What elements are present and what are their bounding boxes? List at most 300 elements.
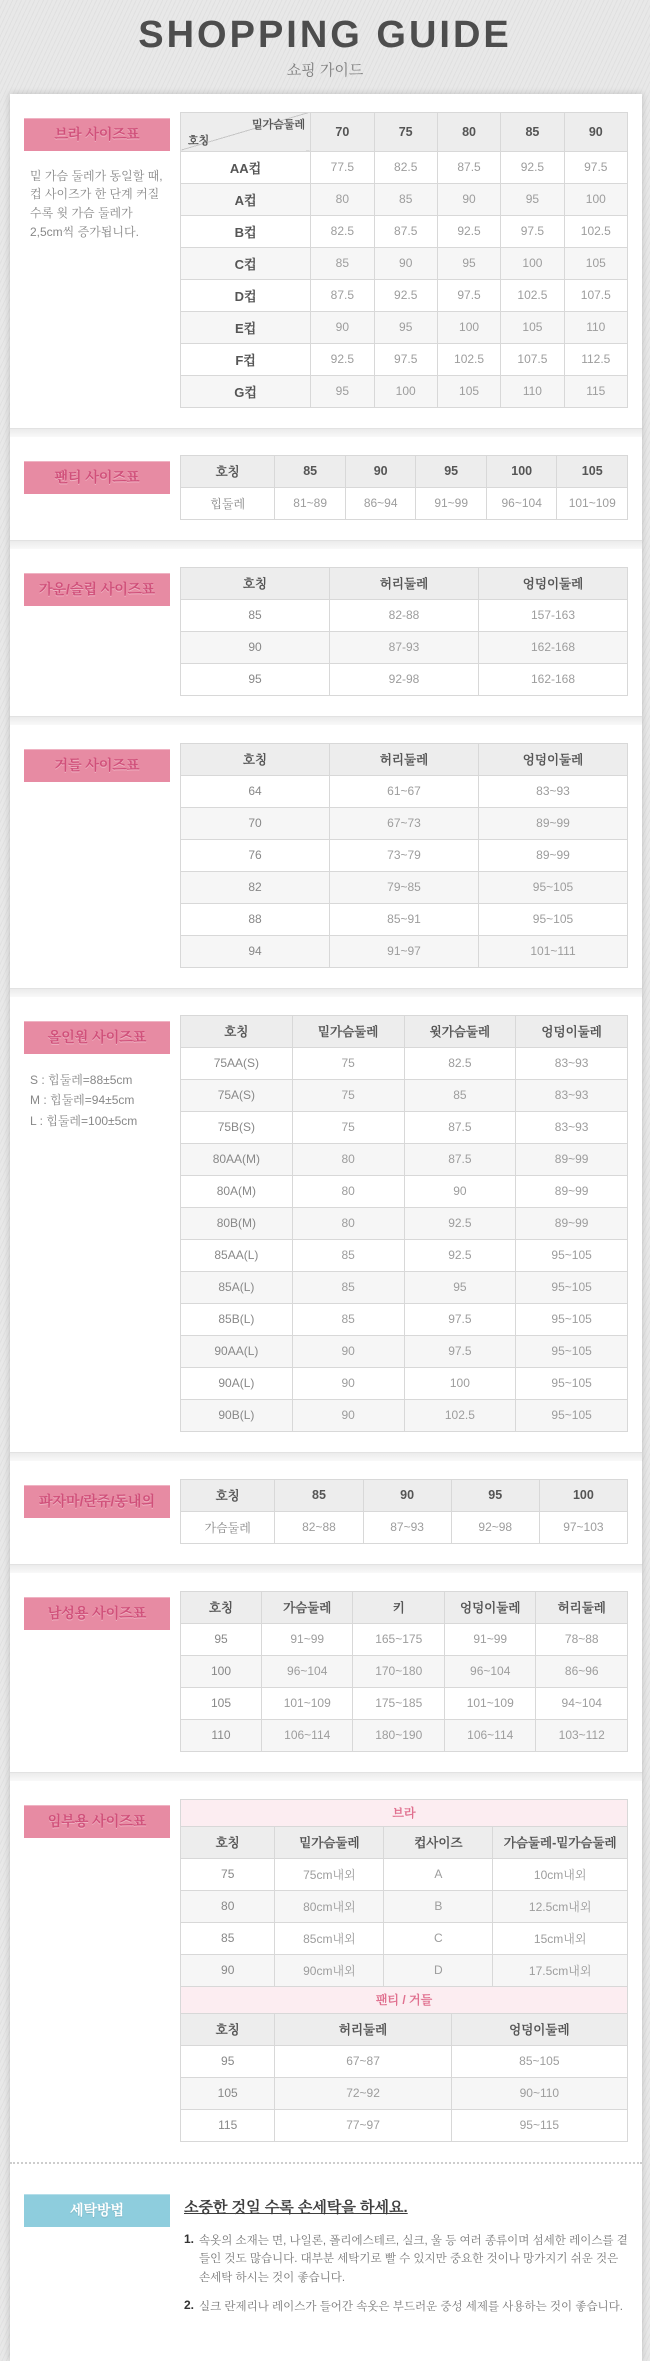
- value-cell: 102.5: [437, 343, 500, 375]
- value-cell: 90: [404, 1175, 516, 1207]
- table-row: [181, 1335, 628, 1367]
- row-header-cell: 64: [181, 775, 330, 807]
- section-label-allinone: 올인원 사이즈표: [24, 1021, 170, 1054]
- value-cell: 85~91: [330, 903, 479, 935]
- value-cell: C: [384, 1922, 493, 1954]
- value-cell: 86~94: [345, 487, 416, 519]
- column-header: 90: [564, 112, 627, 151]
- value-cell: 97.5: [404, 1335, 516, 1367]
- column-header: 100: [539, 1479, 627, 1511]
- value-cell: 82-88: [330, 599, 479, 631]
- row-header-cell: D컵: [181, 279, 311, 311]
- value-cell: 157-163: [479, 599, 628, 631]
- table-row: [181, 1367, 628, 1399]
- girdle-table-wrap: [180, 743, 628, 968]
- row-header-cell: 100: [181, 1655, 262, 1687]
- value-cell: 75: [292, 1111, 404, 1143]
- value-cell: 97.5: [374, 343, 437, 375]
- value-cell: 90: [292, 1399, 404, 1431]
- value-cell: 83~93: [479, 775, 628, 807]
- row-header-cell: 76: [181, 839, 330, 871]
- table-header-row: [181, 112, 628, 151]
- value-cell: 89~99: [516, 1207, 628, 1239]
- value-cell: 175~185: [353, 1687, 445, 1719]
- mens-table-wrap: [180, 1591, 628, 1752]
- section-gown: [10, 549, 642, 716]
- section-washing-side: [24, 2188, 170, 2328]
- table-row: [181, 935, 628, 967]
- value-cell: 107.5: [564, 279, 627, 311]
- table-header-row: [181, 1591, 628, 1623]
- value-cell: 92.5: [404, 1239, 516, 1271]
- table-header-row: [181, 1015, 628, 1047]
- value-cell: 105: [437, 375, 500, 407]
- row-header-cell: 105: [181, 1687, 262, 1719]
- table-row: [181, 151, 628, 183]
- allinone-note-l: L : 힙둘레=100±5cm: [30, 1113, 138, 1128]
- value-cell: 95~105: [516, 1239, 628, 1271]
- value-cell: 97.5: [404, 1303, 516, 1335]
- value-cell: 80: [292, 1175, 404, 1207]
- page-subtitle: 쇼핑 가이드: [286, 61, 364, 79]
- row-header-cell: 80A(M): [181, 1175, 293, 1207]
- table-row: [181, 807, 628, 839]
- value-cell: 95~105: [479, 871, 628, 903]
- column-header: 75: [374, 112, 437, 151]
- value-cell: 80: [292, 1143, 404, 1175]
- value-cell: 102.5: [404, 1399, 516, 1431]
- value-cell: 85cm내외: [275, 1922, 384, 1954]
- column-header: 90: [363, 1479, 451, 1511]
- value-cell: 96~104: [444, 1655, 536, 1687]
- section-label-washing: 세탁방법: [24, 2194, 170, 2227]
- column-header: 엉덩이둘레: [444, 1591, 536, 1623]
- column-header: 컵사이즈: [384, 1826, 493, 1858]
- value-cell: 90: [374, 247, 437, 279]
- value-cell: 82~88: [275, 1511, 363, 1543]
- value-cell: 101~109: [261, 1687, 353, 1719]
- table-row: [181, 2077, 628, 2109]
- column-header: 호칭: [181, 1015, 293, 1047]
- value-cell: 91~99: [261, 1623, 353, 1655]
- value-cell: 100: [374, 375, 437, 407]
- value-cell: 87-93: [330, 631, 479, 663]
- row-header-cell: 82: [181, 871, 330, 903]
- value-cell: 15cm내외: [493, 1922, 628, 1954]
- value-cell: 12.5cm내외: [493, 1890, 628, 1922]
- column-header: 90: [345, 455, 416, 487]
- value-cell: 79~85: [330, 871, 479, 903]
- column-header: 허리둘레: [330, 743, 479, 775]
- table-row: [181, 1239, 628, 1271]
- column-header: 키: [353, 1591, 445, 1623]
- column-header: 호칭: [181, 1826, 275, 1858]
- panty-table-wrap: [180, 455, 628, 520]
- value-cell: 100: [501, 247, 564, 279]
- value-cell: 96~104: [261, 1655, 353, 1687]
- value-cell: 165~175: [353, 1623, 445, 1655]
- section-girdle: [10, 725, 642, 988]
- section-divider: [10, 716, 642, 725]
- row-header-cell: 75B(S): [181, 1111, 293, 1143]
- row-header-cell: 85A(L): [181, 1271, 293, 1303]
- value-cell: 85: [311, 247, 374, 279]
- washing-title: 소중한 것일 수록 손세탁을 하세요.: [184, 2198, 408, 2216]
- value-cell: 91~97: [330, 935, 479, 967]
- table-header-row: [181, 2013, 628, 2045]
- table-row: [181, 839, 628, 871]
- value-cell: D: [384, 1954, 493, 1986]
- value-cell: 85: [292, 1239, 404, 1271]
- column-header: 호칭: [181, 455, 275, 487]
- table-row: [181, 599, 628, 631]
- column-header: 85: [501, 112, 564, 151]
- maternity-table-wrap: [180, 1799, 628, 2142]
- value-cell: 82.5: [311, 215, 374, 247]
- row-header-cell: F컵: [181, 343, 311, 375]
- value-cell: 101~109: [444, 1687, 536, 1719]
- row-header-cell: 70: [181, 807, 330, 839]
- value-cell: 75: [292, 1079, 404, 1111]
- section-panty: [10, 437, 642, 540]
- table-row: [181, 775, 628, 807]
- section-washing: [10, 2164, 642, 2361]
- section-divider: [10, 428, 642, 437]
- value-cell: 110: [501, 375, 564, 407]
- value-cell: 180~190: [353, 1719, 445, 1751]
- value-cell: 95: [404, 1271, 516, 1303]
- table-row: [181, 1111, 628, 1143]
- allinone-table-wrap: [180, 1015, 628, 1432]
- section-maternity: [10, 1781, 642, 2162]
- value-cell: 67~87: [275, 2045, 451, 2077]
- value-cell: 162-168: [479, 631, 628, 663]
- table-row: [181, 2045, 628, 2077]
- table-row: [181, 1143, 628, 1175]
- value-cell: 95: [501, 183, 564, 215]
- value-cell: 92.5: [311, 343, 374, 375]
- mens-size-table: [180, 1591, 628, 1752]
- pajama-size-table: [180, 1479, 628, 1544]
- value-cell: 106~114: [444, 1719, 536, 1751]
- value-cell: 95~105: [516, 1335, 628, 1367]
- row-header-cell: 가슴둘레: [181, 1511, 275, 1543]
- table-row: [181, 279, 628, 311]
- row-header-cell: G컵: [181, 375, 311, 407]
- value-cell: 105: [564, 247, 627, 279]
- value-cell: 77.5: [311, 151, 374, 183]
- row-header-cell: 95: [181, 2045, 275, 2077]
- value-cell: 82.5: [374, 151, 437, 183]
- corner-header-cell: [181, 112, 311, 151]
- column-header: 허리둘레: [330, 567, 479, 599]
- column-header: 호칭: [181, 1479, 275, 1511]
- section-divider: [10, 1772, 642, 1781]
- value-cell: 110: [564, 311, 627, 343]
- table-row: [181, 1511, 628, 1543]
- value-cell: 91~99: [444, 1623, 536, 1655]
- row-header-cell: 75A(S): [181, 1079, 293, 1111]
- column-header: 70: [311, 112, 374, 151]
- value-cell: 80cm내외: [275, 1890, 384, 1922]
- row-header-cell: B컵: [181, 215, 311, 247]
- value-cell: 105: [501, 311, 564, 343]
- section-label-girdle: 거들 사이즈표: [24, 749, 170, 782]
- row-header-cell: 80: [181, 1890, 275, 1922]
- row-header-cell: 85: [181, 599, 330, 631]
- column-header: 가슴둘레: [261, 1591, 353, 1623]
- value-cell: 85: [374, 183, 437, 215]
- table-row: [181, 1719, 628, 1751]
- column-header: 85: [275, 1479, 363, 1511]
- value-cell: 89~99: [479, 839, 628, 871]
- row-header-cell: E컵: [181, 311, 311, 343]
- row-header-cell: 90A(L): [181, 1367, 293, 1399]
- table-row: [181, 1655, 628, 1687]
- washing-item-number: 2.: [184, 2298, 195, 2313]
- section-divider: [10, 1452, 642, 1461]
- section-label-bra: 브라 사이즈표: [24, 118, 170, 151]
- row-header-cell: AA컵: [181, 151, 311, 183]
- value-cell: 80: [311, 183, 374, 215]
- value-cell: 95~105: [516, 1271, 628, 1303]
- allinone-note-m: M : 힙둘레=94±5cm: [30, 1093, 135, 1108]
- column-header: 호칭: [181, 567, 330, 599]
- value-cell: 83~93: [516, 1079, 628, 1111]
- value-cell: 90: [437, 183, 500, 215]
- value-cell: 67~73: [330, 807, 479, 839]
- column-header: 호칭: [181, 2013, 275, 2045]
- value-cell: 112.5: [564, 343, 627, 375]
- row-header-cell: A컵: [181, 183, 311, 215]
- table-row: [181, 1623, 628, 1655]
- column-header: 허리둘레: [536, 1591, 628, 1623]
- section-allinone-side: [24, 1015, 170, 1432]
- maternity-panty-table: [180, 2013, 628, 2142]
- value-cell: 170~180: [353, 1655, 445, 1687]
- value-cell: 106~114: [261, 1719, 353, 1751]
- maternity-bra-subheader: 브라: [180, 1799, 628, 1826]
- row-header-cell: 88: [181, 903, 330, 935]
- value-cell: 89~99: [479, 807, 628, 839]
- row-header-cell: 95: [181, 1623, 262, 1655]
- table-row: [181, 1303, 628, 1335]
- table-row: [181, 311, 628, 343]
- value-cell: 17.5cm내외: [493, 1954, 628, 1986]
- row-header-cell: 85: [181, 1922, 275, 1954]
- pajama-table-wrap: [180, 1479, 628, 1544]
- content-panel: [10, 94, 642, 2361]
- allinone-notes: [30, 1070, 170, 1131]
- column-header: 호칭: [181, 743, 330, 775]
- value-cell: 87.5: [404, 1111, 516, 1143]
- value-cell: 85: [292, 1303, 404, 1335]
- value-cell: 102.5: [501, 279, 564, 311]
- column-header: 윗가슴둘레: [404, 1015, 516, 1047]
- table-row: [181, 1399, 628, 1431]
- row-header-cell: 85AA(L): [181, 1239, 293, 1271]
- row-header-cell: 80B(M): [181, 1207, 293, 1239]
- value-cell: 95~105: [516, 1399, 628, 1431]
- table-row: [181, 1175, 628, 1207]
- value-cell: 162-168: [479, 663, 628, 695]
- washing-item: [184, 2232, 628, 2287]
- row-header-cell: 힙둘레: [181, 487, 275, 519]
- value-cell: 87.5: [404, 1143, 516, 1175]
- table-header-row: [181, 1479, 628, 1511]
- column-header: 100: [486, 455, 557, 487]
- allinone-size-table: [180, 1015, 628, 1432]
- section-bra-side: [24, 112, 170, 408]
- value-cell: 95: [374, 311, 437, 343]
- section-divider: [10, 1564, 642, 1573]
- value-cell: 92~98: [451, 1511, 539, 1543]
- value-cell: 90: [311, 311, 374, 343]
- value-cell: 83~93: [516, 1111, 628, 1143]
- column-header: 밑가슴둘레: [292, 1015, 404, 1047]
- section-panty-side: [24, 455, 170, 520]
- table-row: [181, 487, 628, 519]
- value-cell: 95~105: [516, 1303, 628, 1335]
- table-row: [181, 1687, 628, 1719]
- table-row: [181, 663, 628, 695]
- column-header: 105: [557, 455, 628, 487]
- value-cell: 102.5: [564, 215, 627, 247]
- column-header: 허리둘레: [275, 2013, 451, 2045]
- table-header-row: [181, 1826, 628, 1858]
- row-header-cell: C컵: [181, 247, 311, 279]
- table-row: [181, 1079, 628, 1111]
- washing-content: [184, 2188, 628, 2328]
- section-divider: [10, 540, 642, 549]
- value-cell: 78~88: [536, 1623, 628, 1655]
- row-header-cell: 80AA(M): [181, 1143, 293, 1175]
- table-row: [181, 871, 628, 903]
- value-cell: 95~115: [451, 2109, 627, 2141]
- value-cell: 100: [437, 311, 500, 343]
- row-header-cell: 90AA(L): [181, 1335, 293, 1367]
- page-title: SHOPPING GUIDE: [138, 14, 512, 56]
- table-row: [181, 375, 628, 407]
- value-cell: 95: [437, 247, 500, 279]
- value-cell: 89~99: [516, 1175, 628, 1207]
- value-cell: 91~99: [416, 487, 487, 519]
- section-maternity-side: [24, 1799, 170, 2142]
- row-header-cell: 115: [181, 2109, 275, 2141]
- value-cell: 83~93: [516, 1047, 628, 1079]
- table-row: [181, 247, 628, 279]
- column-header: 호칭: [181, 1591, 262, 1623]
- value-cell: 75: [292, 1047, 404, 1079]
- corner-bottom-label: 호칭: [188, 134, 210, 147]
- table-row: [181, 1922, 628, 1954]
- table-header-row: [181, 743, 628, 775]
- value-cell: 100: [564, 183, 627, 215]
- table-row: [181, 1207, 628, 1239]
- row-header-cell: 95: [181, 663, 330, 695]
- column-header: 엉덩이둘레: [479, 567, 628, 599]
- table-header-row: [181, 567, 628, 599]
- value-cell: 92.5: [374, 279, 437, 311]
- value-cell: 87.5: [437, 151, 500, 183]
- column-header: 엉덩이둘레: [479, 743, 628, 775]
- row-header-cell: 90B(L): [181, 1399, 293, 1431]
- column-header: 95: [416, 455, 487, 487]
- section-bra: [10, 94, 642, 428]
- washing-item: [184, 2298, 628, 2316]
- value-cell: 115: [564, 375, 627, 407]
- section-pajama-side: [24, 1479, 170, 1544]
- value-cell: A: [384, 1858, 493, 1890]
- column-header: 95: [451, 1479, 539, 1511]
- value-cell: 92.5: [404, 1207, 516, 1239]
- bra-note: 밑 가슴 둘레가 동일할 때, 컵 사이즈가 한 단계 커질수록 윗 가슴 둘레가 2,5cm씩 증가됩니다.: [30, 168, 163, 239]
- column-header: 85: [275, 455, 346, 487]
- value-cell: 90cm내외: [275, 1954, 384, 1986]
- table-row: [181, 1858, 628, 1890]
- section-girdle-side: [24, 743, 170, 968]
- value-cell: 73~79: [330, 839, 479, 871]
- table-row: [181, 1047, 628, 1079]
- value-cell: 97.5: [437, 279, 500, 311]
- section-label-pajama: 파자마/란쥬/동내의: [24, 1485, 170, 1518]
- value-cell: 101~109: [557, 487, 628, 519]
- table-row: [181, 1954, 628, 1986]
- row-header-cell: 105: [181, 2077, 275, 2109]
- column-header: 가슴둘레-밑가슴둘레: [493, 1826, 628, 1858]
- value-cell: 80: [292, 1207, 404, 1239]
- value-cell: 90~110: [451, 2077, 627, 2109]
- washing-item-text: 속옷의 소재는 면, 나일론, 폴리에스테르, 실크, 울 등 여러 종류이며 섬세한 레이스를 곁들인 것도 많습니다. 대부분 세탁기로 빨 수 있지만 중요한 것이나 망가지기 쉬운 것은 손세탁 하시는 것이 좋습니다.: [199, 2234, 628, 2284]
- value-cell: 87~93: [363, 1511, 451, 1543]
- table-row: [181, 1271, 628, 1303]
- row-header-cell: 90: [181, 1954, 275, 1986]
- value-cell: 81~89: [275, 487, 346, 519]
- section-gown-side: [24, 567, 170, 696]
- washing-item-number: 1.: [184, 2231, 195, 2246]
- value-cell: 75cm내외: [275, 1858, 384, 1890]
- allinone-note-s: S : 힙둘레=88±5cm: [30, 1072, 133, 1087]
- value-cell: 86~96: [536, 1655, 628, 1687]
- section-label-mens: 남성용 사이즈표: [24, 1597, 170, 1630]
- value-cell: 103~112: [536, 1719, 628, 1751]
- value-cell: 101~111: [479, 935, 628, 967]
- value-cell: 85: [292, 1271, 404, 1303]
- table-row: [181, 1890, 628, 1922]
- table-row: [181, 183, 628, 215]
- table-row: [181, 631, 628, 663]
- column-header: 엉덩이둘레: [451, 2013, 627, 2045]
- section-mens-side: [24, 1591, 170, 1752]
- value-cell: 97.5: [501, 215, 564, 247]
- value-cell: 90: [292, 1367, 404, 1399]
- row-header-cell: 75: [181, 1858, 275, 1890]
- row-header-cell: 94: [181, 935, 330, 967]
- value-cell: 92.5: [501, 151, 564, 183]
- column-header: 80: [437, 112, 500, 151]
- panty-size-table: [180, 455, 628, 520]
- value-cell: 100: [404, 1367, 516, 1399]
- maternity-bra-table: [180, 1826, 628, 1987]
- value-cell: 72~92: [275, 2077, 451, 2109]
- value-cell: 77~97: [275, 2109, 451, 2141]
- section-divider: [10, 988, 642, 997]
- value-cell: 89~99: [516, 1143, 628, 1175]
- value-cell: 87.5: [374, 215, 437, 247]
- maternity-panty-subheader: 팬티 / 거들: [180, 1987, 628, 2013]
- value-cell: 97.5: [564, 151, 627, 183]
- table-row: [181, 2109, 628, 2141]
